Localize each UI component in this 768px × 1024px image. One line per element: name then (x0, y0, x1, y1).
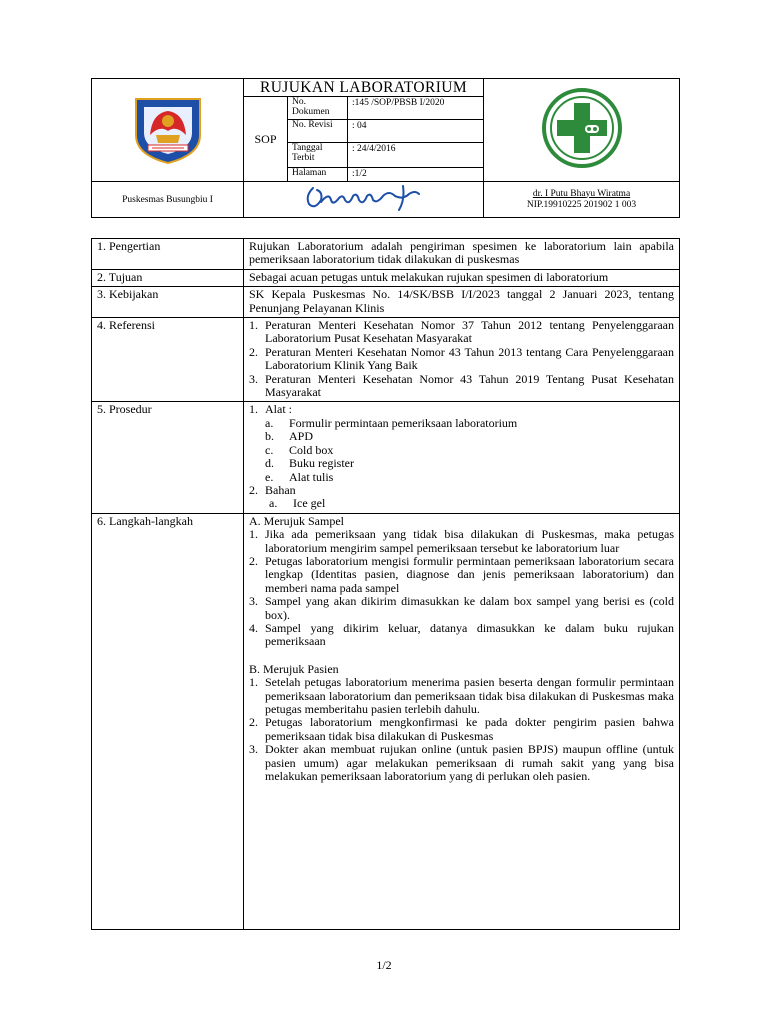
label-tujuan: 2. Tujuan (92, 269, 244, 286)
row-tujuan (92, 269, 680, 286)
document-header (91, 78, 680, 218)
row-kebijakan (92, 287, 680, 318)
label-pengertian: 1. Pengertian (92, 239, 244, 270)
doctor-cell (484, 182, 680, 218)
label-referensi: 4. Referensi (92, 318, 244, 402)
doc-number-label: No. Dokumen (288, 97, 348, 120)
list-item: 1. Jika ada pemeriksaan yang tidak bisa dilakukan di Puskesmas, maka petugas laboratorium mengirim sampel pemeriksaan tersebut ke laboratorium luar (249, 527, 674, 555)
list-prosedur (244, 402, 680, 513)
list-item: c. Cold box (265, 442, 334, 457)
document-title: RUJUKAN LABORATORIUM (244, 79, 484, 97)
bahan-heading: 2. Bahan (249, 482, 296, 497)
label-kebijakan: 3. Kebijakan (92, 287, 244, 318)
text-tujuan: Sebagai acuan petugas untuk melakukan rujukan spesimen di laboratorium (244, 269, 680, 286)
page-value: :1/2 (348, 168, 484, 182)
doc-number-value: :145 /SOP/PBSB I/2020 (348, 97, 484, 120)
puskesmas-logo-icon (541, 87, 623, 169)
page-number: 1/2 (376, 958, 392, 972)
right-logo-cell (484, 79, 680, 182)
list-item: 1. Peraturan Menteri Kesehatan Nomor 37 Tahun 2012 tentang Penyelenggaraan Laboratorium Pusat Kesehatan Masyarakat (249, 318, 674, 346)
list-item: a. Ice gel (269, 496, 326, 511)
doctor-nip: NIP.19910225 201902 1 003 (526, 199, 637, 210)
subsection-heading: A. Merujuk Sampel (249, 513, 344, 528)
sop-body (91, 238, 680, 930)
list-item: 2. Peraturan Menteri Kesehatan Nomor 43 Tahun 2013 tentang Cara Penyelenggaraan Laboratorium Klinik Yang Baik (249, 344, 674, 373)
text-kebijakan: SK Kepala Puskesmas No. 14/SK/BSB I/I/2023 tanggal 2 Januari 2023, tentang Penunjang Pelayanan Klinis (244, 287, 680, 318)
left-logo-cell (92, 79, 244, 182)
list-langkah (244, 513, 680, 929)
list-item: 2. Petugas laboratorium mengisi formulir permintaan pemeriksaan laboratorium secara lengkap (Identitas pasien, diagnose dan jenis pemeriksaan laboratorium) dan memberi nama pada sampel (249, 553, 674, 595)
issue-date-label: Tanggal Terbit (288, 143, 348, 168)
doctor-name: dr. I Putu Bhayu Wiratma (532, 188, 631, 199)
row-prosedur (92, 402, 680, 513)
row-langkah (92, 513, 680, 929)
puskesmas-name: Puskesmas Busungbiu I (92, 182, 244, 218)
list-item: 3. Sampel yang akan dikirim dimasukkan ke dalam box sampel yang berisi es (cold box). (249, 594, 674, 622)
revision-value: : 04 (348, 120, 484, 143)
list-item: a. Formulir permintaan pemeriksaan laboratorium (265, 415, 518, 430)
list-item: e. Alat tulis (265, 469, 334, 484)
label-prosedur: 5. Prosedur (92, 402, 244, 513)
page-label: Halaman (288, 168, 348, 182)
issue-date-value: : 24/4/2016 (348, 143, 484, 168)
signature-cell (244, 182, 484, 218)
sop-label: SOP (244, 97, 288, 182)
row-referensi (92, 318, 680, 402)
list-item: 2. Petugas laboratorium mengkonfirmasi ke pada dokter pengirim pasien bahwa pemeriksaan tidak bisa dilakukan di Puskesmas (249, 715, 674, 743)
revision-label: No. Revisi (288, 120, 348, 143)
text-pengertian: Rujukan Laboratorium adalah pengiriman spesimen ke laboratorium lain apabila pemeriksaan laboratorium tidak dilakukan di puskesmas (244, 239, 680, 270)
list-item: 3. Dokter akan membuat rujukan online (untuk pasien BPJS) maupun offline (untuk pasien umum) agar melakukan pemeriksaan di rumah sakit yang yang bisa melakukan pemeriksaan laboratorium yang di perlukan oleh pasien. (249, 742, 674, 784)
list-item: d. Buku register (265, 456, 354, 471)
list-item: 1. Setelah petugas laboratorium menerima pasien beserta dengan formulir permintaan pemeriksaan laboratorium dan pemeriksaan tidak bisa dilakukan di Puskesmas maka petugas memberitahu pasien terlebih dahulu. (249, 675, 674, 716)
list-referensi (244, 318, 680, 402)
subsection-heading: B. Merujuk Pasien (249, 661, 339, 676)
alat-heading: 1. Alat : (249, 402, 292, 417)
list-item: 4. Sampel yang dikirim keluar, datanya dimasukkan ke dalam buku rujukan pemeriksaan (249, 620, 674, 649)
signature-icon (299, 182, 429, 212)
row-pengertian (92, 239, 680, 270)
list-item: 3. Peraturan Menteri Kesehatan Nomor 43 Tahun 2019 Tentang Pusat Kesehatan Masyarakat (249, 371, 674, 400)
list-item: b. APD (265, 429, 314, 444)
regency-emblem-icon (128, 91, 208, 165)
label-langkah: 6. Langkah-langkah (92, 513, 244, 929)
